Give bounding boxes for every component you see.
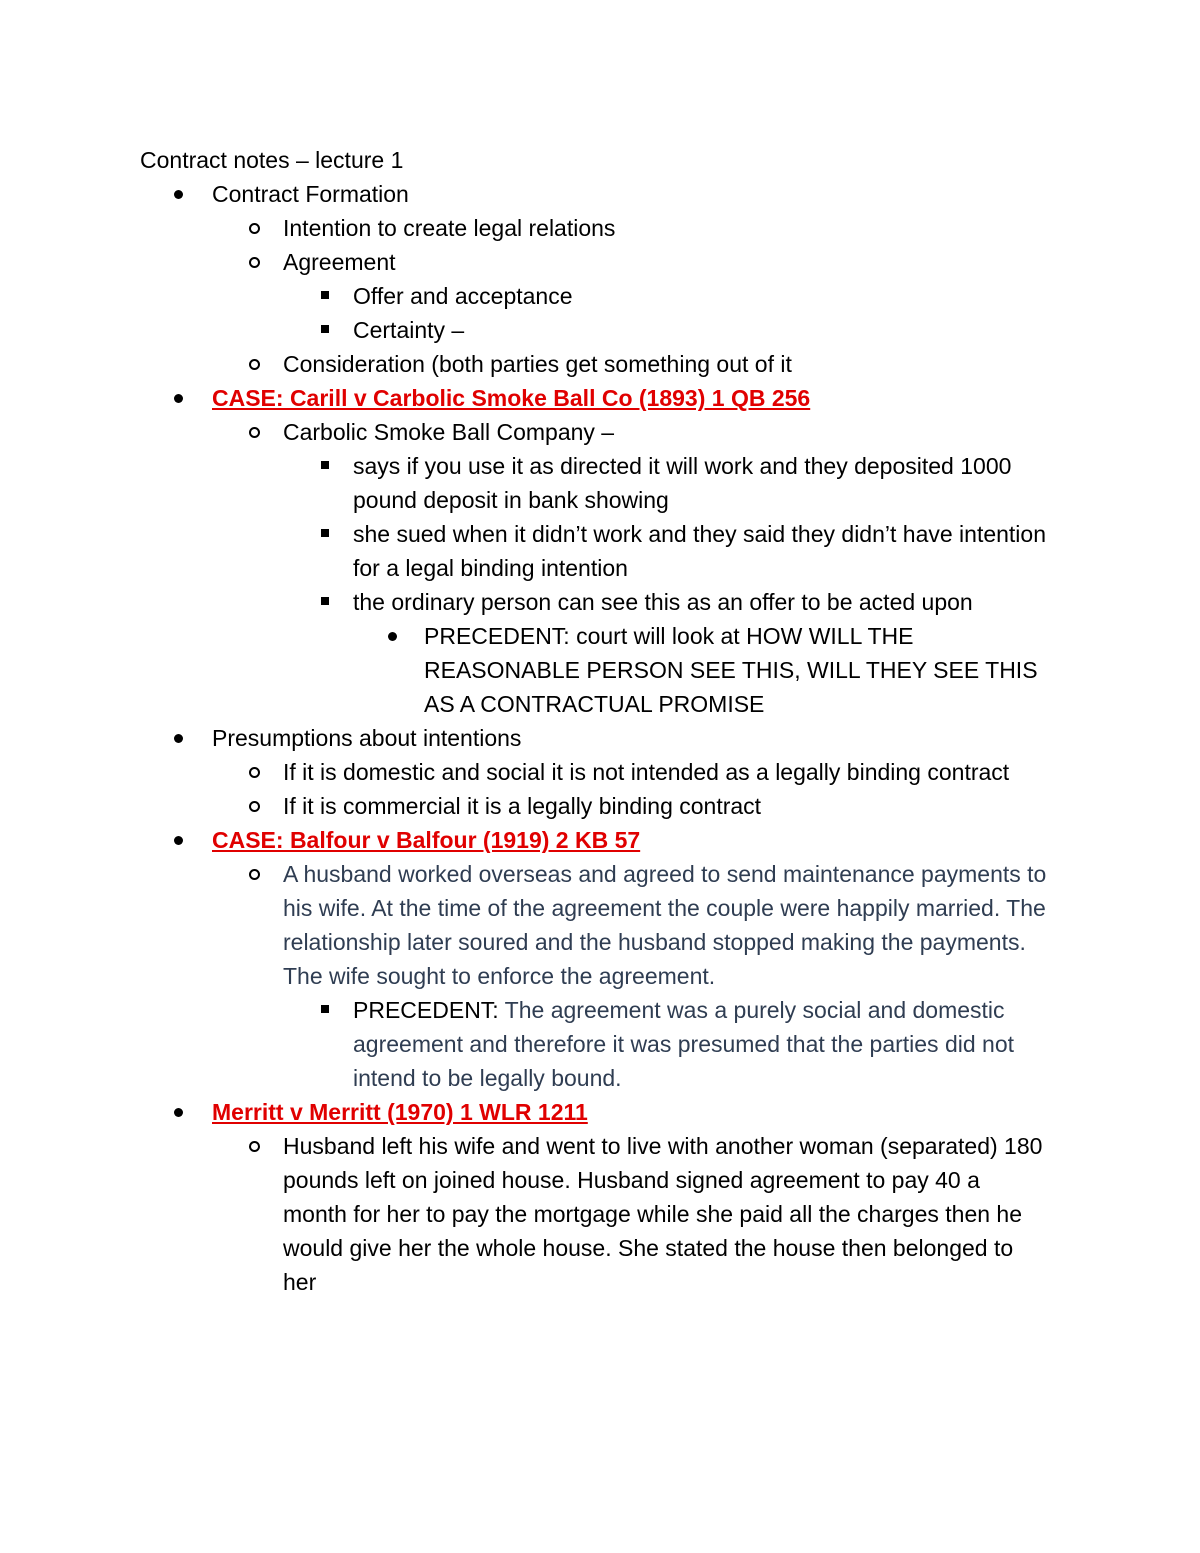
notes-list (0, 177, 1200, 1299)
list-item (0, 721, 1200, 755)
disc-bullet-icon (172, 381, 192, 415)
list-item (0, 1129, 1200, 1299)
list-item (0, 211, 1200, 245)
square-bullet-icon (318, 449, 338, 483)
ring-bullet-icon (247, 245, 267, 279)
square-bullet-icon (318, 517, 338, 551)
square-bullet-icon (318, 993, 338, 1027)
item-body: The agreement was a purely social and domestic agreement and therefore it was presumed that the parties did not intend to be legally bound. (353, 997, 1015, 1091)
ring-bullet-icon (247, 347, 267, 381)
item-text: Intention to create legal relations (283, 215, 616, 241)
list-item (0, 993, 1200, 1095)
case-heading: CASE: Carill v Carbolic Smoke Ball Co (1893) 1 QB 256 (212, 385, 811, 411)
item-text: A husband worked overseas and agreed to send maintenance payments to his wife. At the time of the agreement the couple were happily married. The relationship later soured and the husband stopped making the payments. The wife sought to enforce the agreement. (283, 861, 1047, 989)
disc-bullet-icon (172, 177, 192, 211)
list-item (0, 279, 1200, 313)
ring-bullet-icon (247, 789, 267, 823)
disc-bullet-icon (172, 721, 192, 755)
item-text: If it is commercial it is a legally binding contract (283, 793, 762, 819)
item-text: the ordinary person can see this as an offer to be acted upon (353, 589, 973, 615)
item-text: Certainty – (353, 317, 465, 343)
ring-bullet-icon (247, 1129, 267, 1163)
list-item (0, 823, 1200, 857)
list-item (0, 619, 1200, 721)
item-text: Agreement (283, 249, 396, 275)
item-text: says if you use it as directed it will work and they deposited 1000 pound deposit in bank showing (353, 453, 1012, 513)
list-item (0, 415, 1200, 449)
list-item (0, 347, 1200, 381)
item-text: Contract Formation (212, 181, 409, 207)
list-item (0, 381, 1200, 415)
disc-bullet-icon (386, 619, 406, 653)
square-bullet-icon (318, 279, 338, 313)
ring-bullet-icon (247, 415, 267, 449)
precedent-label: PRECEDENT: (353, 997, 499, 1023)
list-item (0, 449, 1200, 517)
item-text: Consideration (both parties get something out of it (283, 351, 792, 377)
ring-bullet-icon (247, 211, 267, 245)
disc-bullet-icon (172, 823, 192, 857)
item-text: Presumptions about intentions (212, 725, 522, 751)
list-item (0, 789, 1200, 823)
page-title: Contract notes – lecture 1 (140, 147, 404, 173)
ring-bullet-icon (247, 755, 267, 789)
item-text (353, 993, 1050, 1095)
square-bullet-icon (318, 585, 338, 619)
case-heading: Merritt v Merritt (1970) 1 WLR 1211 (212, 1099, 588, 1125)
list-item (0, 177, 1200, 211)
square-bullet-icon (318, 313, 338, 347)
item-text: Carbolic Smoke Ball Company – (283, 419, 615, 445)
list-item (0, 857, 1200, 993)
disc-bullet-icon (172, 1095, 192, 1129)
list-item (0, 755, 1200, 789)
item-text: she sued when it didn’t work and they said they didn’t have intention for a legal binding intention (353, 521, 1046, 581)
list-item (0, 313, 1200, 347)
list-item (0, 245, 1200, 279)
item-text: If it is domestic and social it is not intended as a legally binding contract (283, 759, 1010, 785)
list-item (0, 1095, 1200, 1129)
list-item (0, 585, 1200, 619)
case-heading: CASE: Balfour v Balfour (1919) 2 KB 57 (212, 827, 641, 853)
item-text: Husband left his wife and went to live with another woman (separated) 180 pounds left on joined house. Husband signed agreement to pay 40 a month for her to pay the mortgage while she paid all the charges then he would give her the whole house. She stated the house then belonged to her (283, 1133, 1043, 1295)
list-item (0, 517, 1200, 585)
ring-bullet-icon (247, 857, 267, 891)
item-text: PRECEDENT: court will look at HOW WILL THE REASONABLE PERSON SEE THIS, WILL THEY SEE THIS AS A CONTRACTUAL PROMISE (424, 623, 1038, 717)
item-text: Offer and acceptance (353, 283, 573, 309)
